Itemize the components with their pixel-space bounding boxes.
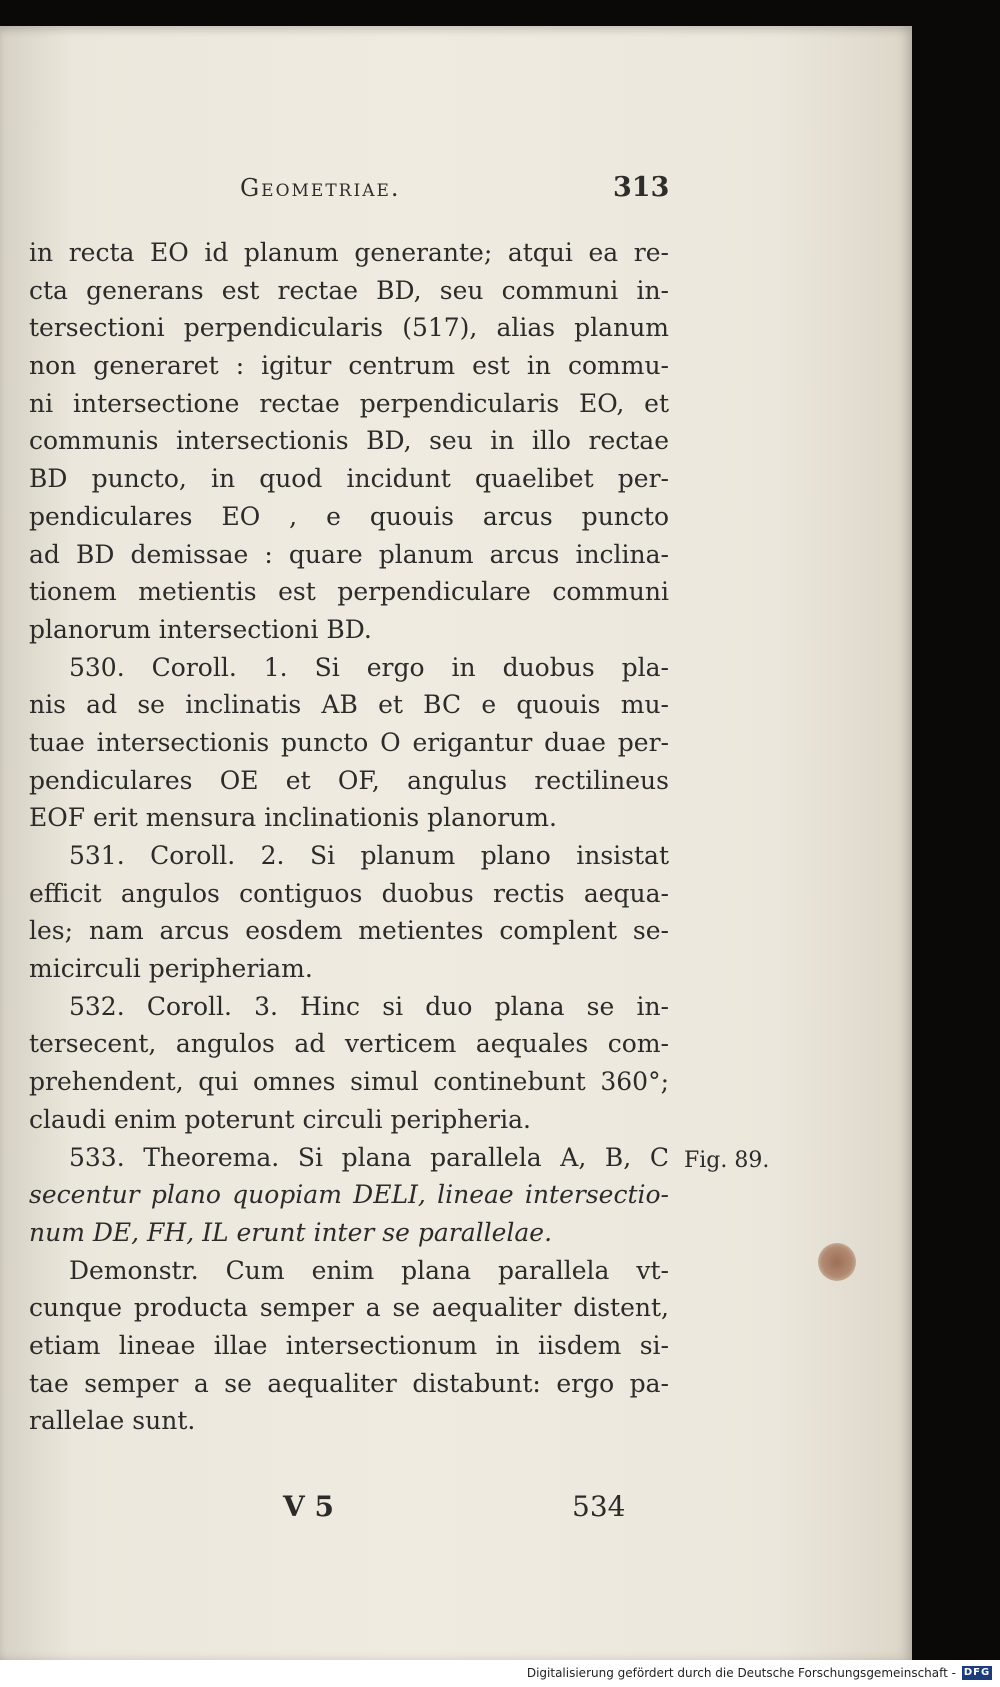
text-line: nis ad se inclinatis AB et BC e quouis mu- [29, 690, 669, 720]
catchword: 534 [572, 1490, 626, 1523]
text-line: BD puncto, in quod incidunt quaelibet per- [29, 464, 669, 494]
text-line: claudi enim poterunt circuli peripheria. [29, 1104, 531, 1134]
text-line: ad BD demissae : quare planum arcus inclina- [29, 539, 669, 569]
text-line: rallelae sunt. [29, 1406, 196, 1436]
text-line: tuae intersectionis puncto O erigantur duae per- [29, 727, 669, 757]
text-line: in recta EO id planum generante; atqui ea re- [29, 238, 669, 267]
text-line: les; nam arcus eosdem metientes complent se- [29, 916, 669, 946]
paper-stain [818, 1243, 856, 1281]
text-line: cta generans est rectae BD, seu communi in- [29, 275, 669, 305]
text-line: non generaret : igitur centrum est in commu- [29, 351, 669, 381]
paragraph-532-start: 532. Coroll. 3. Hinc si duo plana se in- [69, 991, 669, 1021]
demonstration-start: Demonstr. Cum enim plana parallela vt- [69, 1255, 669, 1285]
text-line: pendiculares OE et OF, angulus rectilineus [29, 765, 669, 795]
paragraph-530-start: 530. Coroll. 1. Si ergo in duobus pla- [69, 652, 669, 682]
text-line: tionem metientis est perpendiculare communi [29, 577, 669, 607]
footer-bar [0, 1660, 1000, 1687]
text-line: tae semper a se aequaliter distabunt: ergo pa- [29, 1368, 669, 1398]
text-line: etiam lineae illae intersectionum in iisdem si- [29, 1330, 669, 1360]
text-line: efficit angulos contiguos duobus rectis aequa- [29, 878, 669, 908]
text-line: planorum intersectioni BD. [29, 614, 372, 644]
margin-figure-reference: Fig. 89. [684, 1148, 770, 1173]
signature-mark: V 5 [283, 1490, 334, 1523]
dfg-logo-icon: DFG [963, 1667, 991, 1678]
text-line: micirculi peripheriam. [29, 954, 313, 984]
text-line: cunque producta semper a se aequaliter distent, [29, 1293, 669, 1323]
paragraph-531-start: 531. Coroll. 2. Si planum plano insistat [69, 841, 669, 870]
funding-credit: Digitalisierung gefördert durch die Deutsche Forschungsgemeinschaft - [526, 1666, 956, 1680]
paragraph-533-start: 533. Theorema. Si plana parallela A, B, C [69, 1142, 669, 1172]
text-line: ni intersectione rectae perpendicularis EO, et [29, 388, 669, 418]
text-line: pendiculares EO , e quouis arcus puncto [29, 501, 669, 531]
text-line: communis intersectionis BD, seu in illo rectae [29, 426, 669, 456]
theorem-line: secentur plano quopiam DELI, lineae intersectio- [29, 1180, 669, 1210]
text-line: prehendent, qui omnes simul continebunt 360°; [29, 1067, 669, 1097]
text-line: tersectioni perpendicularis (517), alias planum [29, 313, 669, 343]
text-line: tersecent, angulos ad verticem aequales com- [29, 1029, 669, 1059]
page-number: 313 [613, 172, 670, 203]
theorem-line: num DE, FH, IL erunt inter se parallelae. [29, 1217, 553, 1247]
running-head: Geometriae. [240, 174, 401, 202]
book-leaf [0, 26, 912, 1660]
body-text [29, 234, 669, 1440]
text-line: EOF erit mensura inclinationis planorum. [29, 803, 557, 833]
